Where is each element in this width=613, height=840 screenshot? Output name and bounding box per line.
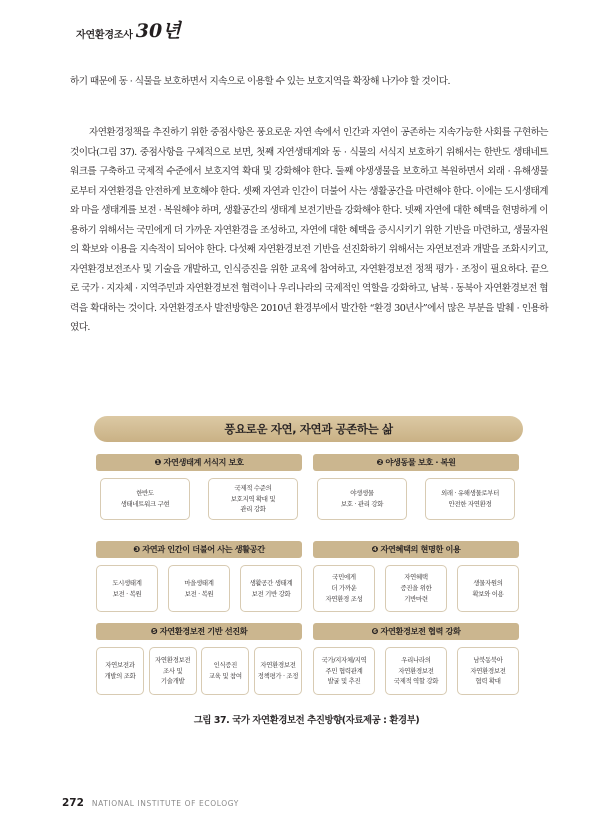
running-header bbox=[76, 22, 181, 41]
header-logo: 30년 bbox=[135, 20, 181, 42]
section-item: 자연환경보전 조사 및 기술개발 bbox=[149, 647, 197, 695]
page-footer bbox=[62, 797, 239, 809]
section-header: ❶ 자연생태계 서식지 보호 bbox=[96, 454, 302, 471]
page-number: 272 bbox=[62, 797, 84, 809]
section-3 bbox=[96, 541, 302, 612]
policy-diagram bbox=[84, 416, 530, 696]
section-2 bbox=[313, 454, 519, 520]
section-item: 생활공간 생태계 보전 기반 강화 bbox=[240, 565, 302, 612]
figure-caption: 그림 37. 국가 자연환경보전 추진방향(자료제공 : 환경부) bbox=[193, 715, 420, 726]
section-item: 자연혜택 증진을 위한 기반마련 bbox=[385, 565, 447, 612]
footer-org: NATIONAL INSTITUTE OF ECOLOGY bbox=[91, 799, 239, 808]
section-header: ❻ 자연환경보전 협력 강화 bbox=[313, 623, 519, 640]
section-item: 자연환경보전 정책평가 · 조정 bbox=[254, 647, 302, 695]
section-item: 야생생물 보호 · 관리 강화 bbox=[317, 478, 407, 520]
section-header: ❺ 자연환경보전 기반 선진화 bbox=[96, 623, 302, 640]
section-item: 국가/지자체/지역 주민 협력관계 발굴 및 추진 bbox=[313, 647, 375, 695]
section-header: ❸ 자연과 인간이 더불어 사는 생활공간 bbox=[96, 541, 302, 558]
section-item: 우리나라의 자연환경보전 국제적 역할 강화 bbox=[385, 647, 447, 695]
diagram-banner: 풍요로운 자연, 자연과 공존하는 삶 bbox=[94, 416, 523, 442]
section-4 bbox=[313, 541, 519, 612]
section-6 bbox=[313, 623, 519, 695]
section-item: 국민에게 더 가까운 자연환경 조성 bbox=[313, 565, 375, 612]
section-5 bbox=[96, 623, 302, 695]
section-item: 인식증진 교육 및 참여 bbox=[201, 647, 249, 695]
section-header: ❷ 야생동물 보호 · 복원 bbox=[313, 454, 519, 471]
section-item: 외래 · 유해생물로부터 안전한 자연환경 bbox=[425, 478, 515, 520]
section-item: 생물자원의 확보와 이용 bbox=[457, 565, 519, 612]
section-item: 자연보전과 개발의 조화 bbox=[96, 647, 144, 695]
body-paragraph-2: 자연환경정책을 추진하기 위한 중점사항은 풍요로운 자연 속에서 인간과 자연이 공존하는 지속가능한 사회를 구현하는 것이다(그림 37). 중점사항을 구체적으로 보면, 첫째 자연생태계와 동 · 식물의 서식지 보호하기 위해서는 한반도 생태네트워크를 구축하고 국제적 수준에서 보호지역 확대 및 강화해야 한다. 둘째 야생생물을 보호하고 복원하면서 외래 · 유해생물로부터 자연환경을 안전하게 보호해야 한다. 셋째 자연과 인간이 더불어 사는 생활공간을 마련해야 한다. 이에는 도시생태계와 마을 생태계를 보전 · 복원해야 하며, 생활공간의 생태계 보전기반을 강화해야 한다. 넷째 자연에 대한 혜택을 현명하게 이용하기 위해서는 국민에게 더 가까운 자연환경을 조성하고, 자연에 대한 혜택을 증시시키기 위한 기반을 마련하고, 생물자원의 확보와 이용을 지속적이 되어야 한다. 다섯째 자연환경보전 기반을 선진화하기 위해서는 자연보전과 개발을 조화시키고, 자연환경보전조사 및 기술을 개발하고, 인식증진을 위한 교육에 참여하고, 자연환경보전 정책 평가 · 조정이 필요하다. 끝으로 국가 · 지자체 · 지역주민과 자연환경보전 협력이나 우리나라의 국제적인 역할을 강화하고, 남북 · 동북아 자연환경보전 협력을 확대하는 것이다. 자연환경조사 발전방향은 2010년 환경부에서 발간한 “환경 30년사”에서 많은 부분을 발췌 · 인용하였다. bbox=[70, 127, 548, 333]
section-item: 남북동북아 자연환경보전 협력 확대 bbox=[457, 647, 519, 695]
section-1 bbox=[96, 454, 302, 520]
section-header: ❹ 자연혜택의 현명한 이용 bbox=[313, 541, 519, 558]
section-item: 도시생태계 보전 · 복원 bbox=[96, 565, 158, 612]
section-item: 마을생태계 보전 · 복원 bbox=[168, 565, 230, 612]
header-title: 자연환경조사 bbox=[76, 30, 133, 41]
body-paragraph-1: 하기 때문에 동 · 식물을 보호하면서 지속으로 이용할 수 있는 보호지역을 확장해 나가야 할 것이다. bbox=[70, 76, 450, 87]
section-item: 국제적 수준의 보호지역 확대 및 관리 강화 bbox=[208, 478, 298, 520]
section-item: 한반도 생태네트워크 구현 bbox=[100, 478, 190, 520]
